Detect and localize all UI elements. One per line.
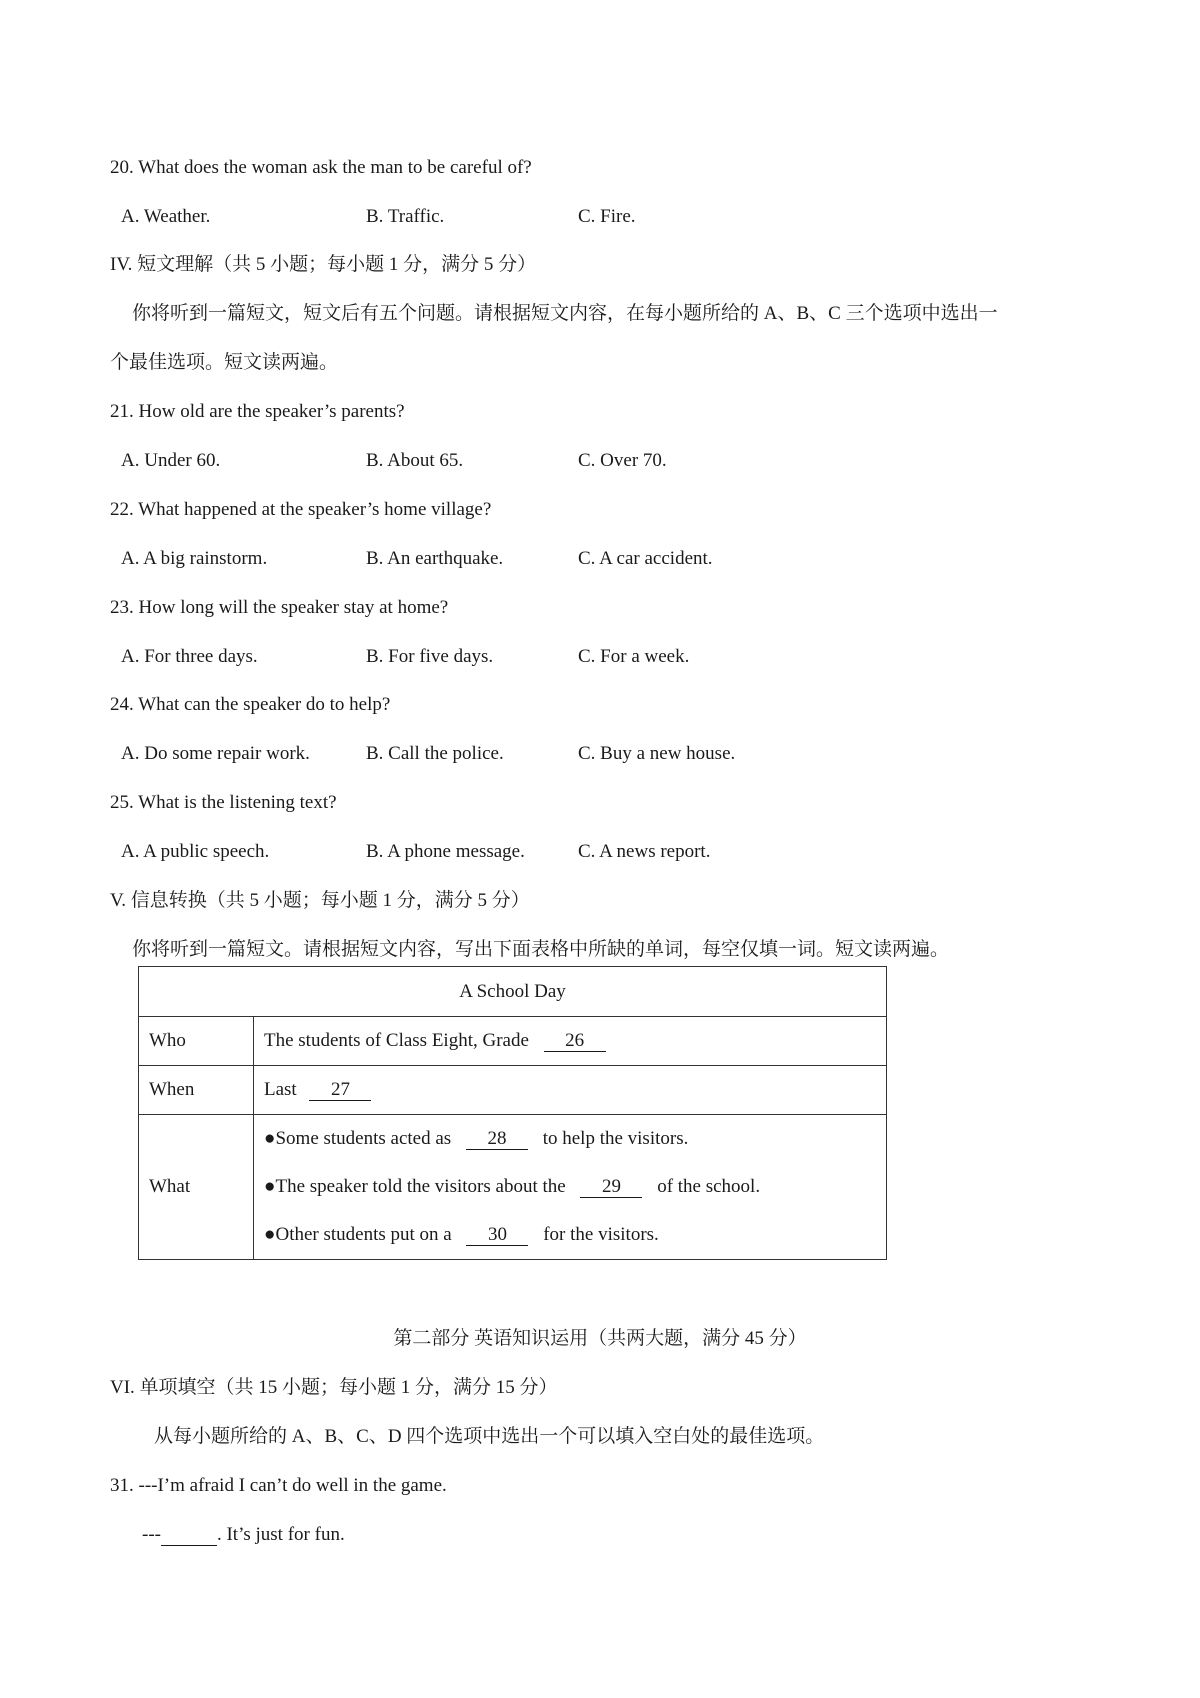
row-label-who: Who (139, 1017, 254, 1066)
option-24b: B. Call the police. (366, 743, 504, 764)
question-31: 31. ---I’m afraid I can’t do well in the game. (110, 1475, 447, 1496)
question-31-response (142, 1523, 345, 1547)
blank-29: 29 (580, 1177, 642, 1198)
option-24a: A. Do some repair work. (121, 743, 310, 764)
what-3-tail: for the visitors. (543, 1224, 659, 1245)
option-23c: C. For a week. (578, 646, 690, 667)
row-label-what: What (139, 1115, 254, 1260)
option-25b: B. A phone message. (366, 841, 525, 862)
row-who (254, 1017, 887, 1066)
question-21: 21. How old are the speaker’s parents? (110, 401, 405, 422)
section-5-instruction: 你将听到一篇短文。请根据短文内容，写出下面表格中所缺的单词，每空仅填一词。短文读两遍。 (132, 939, 950, 960)
option-20b: B. Traffic. (366, 206, 445, 227)
question-24: 24. What can the speaker do to help? (110, 694, 391, 715)
what-line-2 (264, 1163, 876, 1211)
what-line-1 (264, 1115, 876, 1163)
when-text: Last (264, 1079, 297, 1100)
answer-blank-31 (161, 1525, 217, 1546)
blank-26: 26 (544, 1031, 606, 1052)
option-22b: B. An earthquake. (366, 548, 504, 569)
section-6-title: VI. 单项填空（共 15 小题；每小题 1 分，满分 15 分） (110, 1377, 558, 1398)
option-23a: A. For three days. (121, 646, 258, 667)
what-1-tail: to help the visitors. (542, 1128, 689, 1149)
option-21c: C. Over 70. (578, 450, 667, 471)
row-what (254, 1115, 887, 1260)
option-21b: B. About 65. (366, 450, 464, 471)
option-24c: C. Buy a new house. (578, 743, 736, 764)
section-4-instruction-2: 个最佳选项。短文读两遍。 (110, 352, 339, 373)
who-text: The students of Class Eight, Grade (264, 1030, 529, 1051)
question-25: 25. What is the listening text? (110, 792, 337, 813)
question-20: 20. What does the woman ask the man to be careful of? (110, 157, 532, 178)
blank-28: 28 (466, 1129, 528, 1150)
option-23b: B. For five days. (366, 646, 494, 667)
blank-27: 27 (309, 1080, 371, 1101)
option-20a: A. Weather. (121, 206, 211, 227)
blank-30: 30 (466, 1225, 528, 1246)
question-22: 22. What happened at the speaker’s home village? (110, 499, 492, 520)
section-5-title: V. 信息转换（共 5 小题；每小题 1 分，满分 5 分） (110, 890, 530, 911)
info-table (138, 966, 887, 1260)
what-1-text: ●Some students acted as (264, 1128, 452, 1149)
row-label-when: When (139, 1066, 254, 1115)
part-2-title: 第二部分 英语知识运用（共两大题，满分 45 分） (393, 1328, 807, 1349)
section-4-instruction-1: 你将听到一篇短文，短文后有五个问题。请根据短文内容，在每小题所给的 A、B、C 三个选项中选出一 (132, 303, 998, 324)
option-21a: A. Under 60. (121, 450, 221, 471)
what-2-tail: of the school. (657, 1176, 761, 1197)
what-3-text: ●Other students put on a (264, 1224, 452, 1245)
option-22c: C. A car accident. (578, 548, 713, 569)
question-23: 23. How long will the speaker stay at home? (110, 597, 449, 618)
option-20c: C. Fire. (578, 206, 636, 227)
row-when (254, 1066, 887, 1115)
dash-prefix: --- (142, 1524, 161, 1545)
table-title: A School Day (139, 967, 887, 1017)
what-2-text: ●The speaker told the visitors about the (264, 1176, 566, 1197)
option-25c: C. A news report. (578, 841, 711, 862)
what-line-3 (264, 1211, 876, 1259)
section-6-instruction: 从每小题所给的 A、B、C、D 四个选项中选出一个可以填入空白处的最佳选项。 (154, 1426, 825, 1447)
option-22a: A. A big rainstorm. (121, 548, 268, 569)
option-25a: A. A public speech. (121, 841, 270, 862)
response-tail: . It’s just for fun. (216, 1524, 345, 1545)
section-4-title: IV. 短文理解（共 5 小题；每小题 1 分，满分 5 分） (110, 254, 537, 275)
